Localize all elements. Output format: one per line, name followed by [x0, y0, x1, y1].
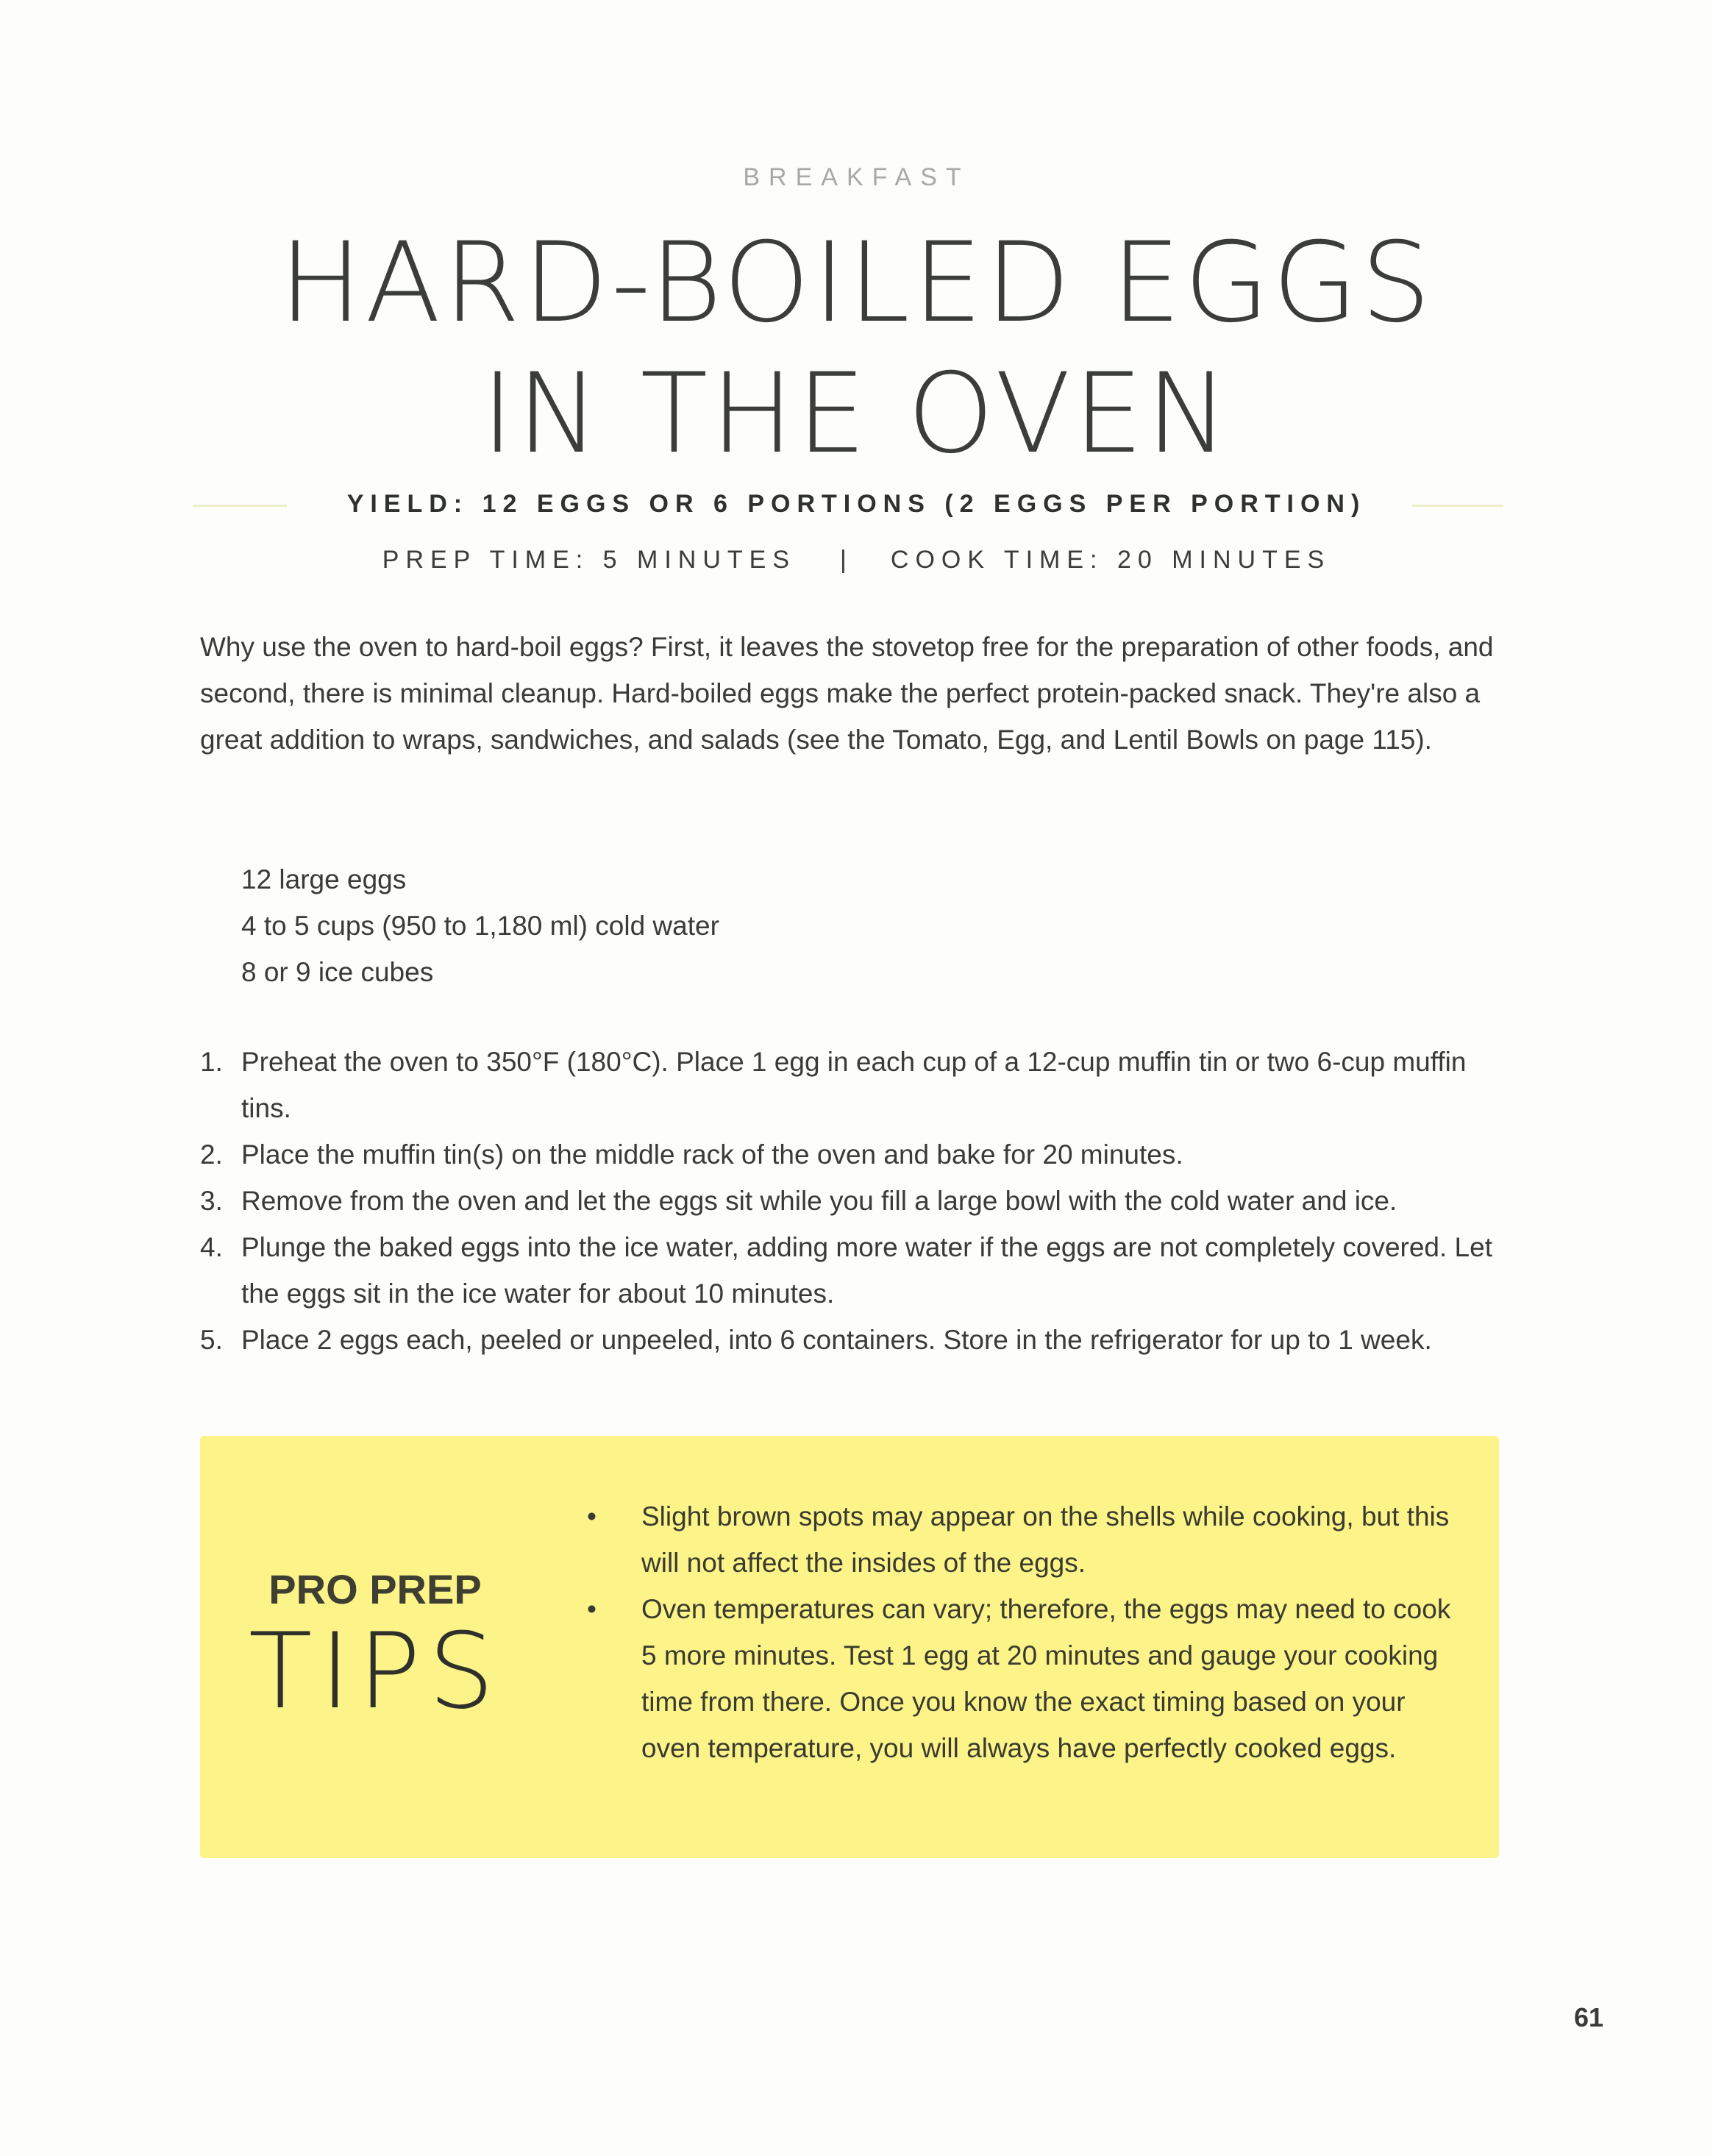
tip-item — [581, 1586, 1464, 1771]
tip-text: Slight brown spots may appear on the shells while cooking, but this will not affect the insides of the eggs. — [641, 1501, 1450, 1578]
step-item — [200, 1224, 1509, 1317]
step-text: Preheat the oven to 350°F (180°C). Place 1 egg in each cup of a 12-cup muffin tin or two 6-cup muffin tins. — [241, 1047, 1467, 1123]
tip-item — [581, 1493, 1464, 1586]
method-steps — [200, 1039, 1509, 1363]
step-text: Plunge the baked eggs into the ice water, adding more water if the eggs are not completely covered. Let the eggs sit in the ice water for about 10 minutes. — [241, 1232, 1492, 1309]
tips-list — [581, 1493, 1464, 1771]
step-text: Place the muffin tin(s) on the middle rack of the oven and bake for 20 minutes. — [241, 1139, 1183, 1170]
ingredient-item: 8 or 9 ice cubes — [241, 957, 434, 987]
ingredient-item: 4 to 5 cups (950 to 1,180 ml) cold water — [241, 911, 719, 941]
recipe-title-line-1: HARD-BOILED EGGS — [279, 219, 1434, 347]
step-item — [200, 1039, 1509, 1131]
pro-prep-heading: PRO PREP — [268, 1566, 482, 1612]
tips-heading: TIPS — [248, 1611, 502, 1732]
yield-line: YIELD: 12 EGGS OR 6 PORTIONS (2 EGGS PER PORTION) — [346, 490, 1367, 518]
step-number: 3. — [200, 1186, 223, 1216]
step-number: 5. — [200, 1325, 223, 1355]
step-number: 1. — [200, 1047, 223, 1077]
recipe-title-line-2: IN THE OVEN — [481, 350, 1232, 478]
bullet-icon: • — [587, 1501, 596, 1531]
times-separator: | — [840, 546, 847, 574]
bullet-icon: • — [587, 1594, 596, 1624]
tip-text: Oven temperatures can vary; therefore, the eggs may need to cook 5 more minutes. Test 1 egg at 20 minutes and gauge your cooking time from there. Once you know the exact timing based on your oven temperature, you will always have perfectly cooked eggs. — [641, 1594, 1451, 1763]
page-number: 61 — [1574, 2002, 1604, 2032]
prep-time: PREP TIME: 5 MINUTES — [382, 546, 797, 574]
step-number: 2. — [200, 1139, 223, 1170]
ingredients-list — [241, 856, 719, 995]
ingredient-item: 12 large eggs — [241, 864, 407, 894]
step-text: Remove from the oven and let the eggs sit while you fill a large bowl with the cold water and ice. — [241, 1186, 1397, 1216]
step-item — [200, 1178, 1509, 1224]
intro-paragraph: Why use the oven to hard-boil eggs? First, it leaves the stovetop free for the preparation of other foods, and second, there is minimal cleanup. Hard-boiled eggs make the perfect protein-packed snack. They're also a great addition to wraps, sandwiches, and salads (see the Tomato, Egg, and Lentil Bowls on page 115). — [200, 632, 1494, 755]
step-text: Place 2 eggs each, peeled or unpeeled, into 6 containers. Store in the refrigerator for up to 1 week. — [241, 1325, 1432, 1355]
section-label: BREAKFAST — [743, 163, 970, 191]
times-line — [0, 546, 1713, 574]
step-item — [200, 1131, 1509, 1178]
step-item — [200, 1317, 1509, 1363]
step-number: 4. — [200, 1232, 223, 1262]
cook-time: COOK TIME: 20 MINUTES — [890, 546, 1331, 574]
